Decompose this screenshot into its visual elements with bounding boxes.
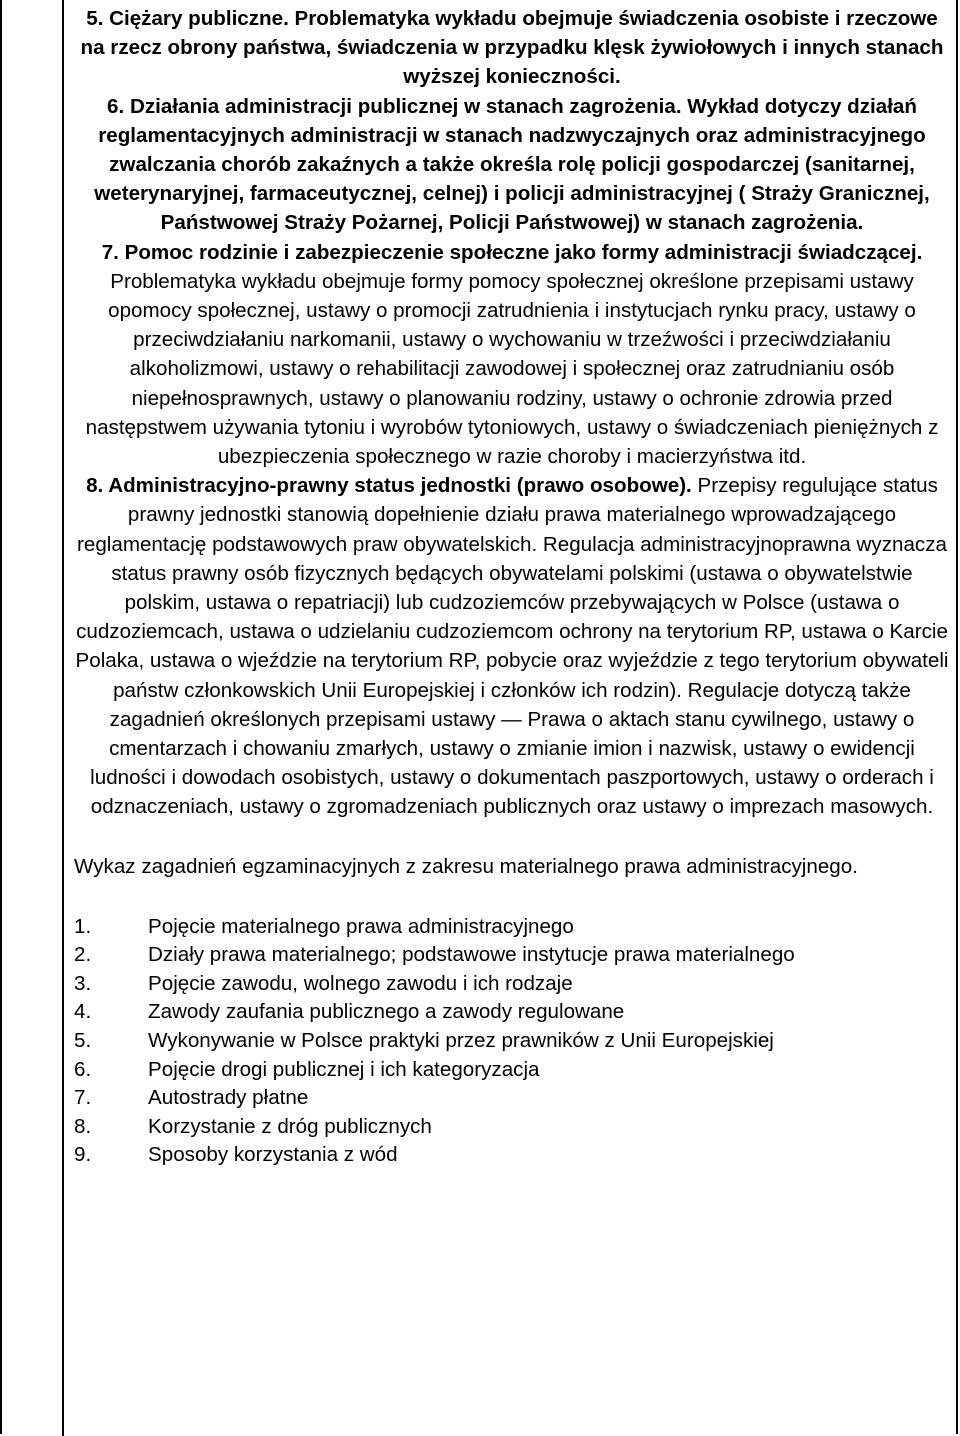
section-5: [74, 4, 950, 92]
section-6: [74, 92, 950, 238]
margin-column-divider: [62, 0, 64, 1436]
list-item-text: Wykonywanie w Polsce praktyki przez prawników z Unii Europejskiej: [148, 1029, 774, 1053]
section-7: [74, 238, 950, 472]
section-5-body: Problematyka wykładu obejmuje świadczenia osobiste i rzeczowe na rzecz obrony państwa, świadczenia w przypadku klęsk żywiołowych i innych stanach wyższej konieczności.: [80, 7, 944, 89]
list-item-number: 1.: [74, 914, 92, 938]
list-item: [74, 1113, 834, 1142]
list-item-number: 9.: [74, 1143, 92, 1167]
list-item-number: 8.: [74, 1114, 92, 1138]
list-item-text: Pojęcie zawodu, wolnego zawodu i ich rodzaje: [148, 971, 573, 995]
list-item-text: Autostrady płatne: [148, 1086, 309, 1110]
list-item-text: Sposoby korzystania z wód: [148, 1143, 398, 1167]
section-7-body: Problematyka wykładu obejmuje formy pomocy społecznej określone przepisami ustawy opomocy społecznej, ustawy o promocji zatrudnienia i instytucjach rynku pracy, ustawy o przeciwdziałaniu narkomanii, ustawy o wychowaniu w trzeźwości i przeciwdziałaniu alkoholizmowi, ustawy o rehabilitacji zawodowej i społecznej oraz zatrudnianiu osób niepełnosprawnych, ustawy o planowaniu rodziny, ustawy o ochronie zdrowia przed następstwem używania tytoniu i wyrobów tytoniowych, ustawy o świadczeniach pieniężnych z ubezpieczenia społecznego w razie choroby i macierzyństwa itd.: [85, 269, 939, 469]
exam-topics-title: Wykaz zagadnień egzaminacyjnych z zakresu materialnego prawa administracyjnego.: [74, 854, 858, 878]
list-item-text: Zawody zaufania publicznego a zawody regulowane: [148, 1000, 625, 1024]
list-item: [74, 970, 834, 999]
list-item: [74, 1141, 834, 1170]
list-item-text: Działy prawa materialnego; podstawowe instytucje prawa materialnego: [148, 943, 795, 967]
list-item: [74, 1027, 834, 1056]
list-item-number: 6.: [74, 1057, 92, 1081]
list-item-text: Korzystanie z dróg publicznych: [148, 1114, 432, 1138]
list-item-text: Pojęcie materialnego prawa administracyjnego: [148, 914, 574, 938]
section-5-heading: 5. Ciężary publiczne.: [86, 7, 289, 30]
list-item-number: 5.: [74, 1029, 92, 1053]
list-item: [74, 913, 834, 942]
section-8-body: Przepisy regulujące status prawny jednostki stanowią dopełnienie działu prawa materialnego wprowadzającego reglamentację podstawowych praw obywatelskich. Regulacja administracyjnoprawna wyznacza status prawny osób fizycznych będących obywatelami polskimi (ustawa o obywatelstwie polskim, ustawa o repatriacji) lub cudzoziemców przebywających w Polsce (ustawa o cudzoziemcach, ustawa o udzielaniu cudzoziemcom ochrony na terytorium RP, ustawa o Karcie Polaka, ustawa o wjeździe na terytorium RP, pobycie oraz wyjeździe z tego terytorium obywateli państw członkowskich Unii Europejskiej i członków ich rodzin). Regulacje dotyczą także zagadnień określonych przepisami ustawy — Prawa o aktach stanu cywilnego, ustawy o cmentarzach i chowaniu zmarłych, ustawy o zmianie imion i nazwisk, ustawy o ewidencji ludności i dowodach osobistych, ustawy o dokumentach paszportowych, ustawy o orderach i odznaczeniach, ustawy o zgromadzeniach publicznych oraz ustawy o imprezach masowych.: [75, 474, 949, 819]
list-item-text: Pojęcie drogi publicznej i ich kategoryzacja: [148, 1057, 540, 1081]
list-item: [74, 1084, 834, 1113]
list-item-number: 3.: [74, 971, 92, 995]
list-item-number: 2.: [74, 943, 92, 967]
document-content: [74, 4, 950, 1170]
list-item-number: 7.: [74, 1086, 92, 1110]
section-8: [74, 471, 950, 821]
list-item: [74, 998, 834, 1027]
section-7-heading: 7. Pomoc rodzinie i zabezpieczenie społeczne jako formy administracji świadczącej.: [101, 240, 923, 264]
section-6-body: Wykład dotyczy działań reglamentacyjnych administracji w stanach nadzwyczajnych oraz administracyjnego zwalczania chorób zakaźnych a także określa rolę policji gospodarczej (sanitarnej, weterynaryjnej, farmaceutycznej, celnej) i policji administracyjnej ( Straży Granicznej, Państwowej Straży Pożarnej, Policji Państwowej) w stanach zagrożenia.: [94, 94, 930, 235]
list-item: [74, 1056, 834, 1085]
section-6-heading: 6. Działania administracji publicznej w stanach zagrożenia.: [107, 94, 682, 118]
list-item: [74, 941, 834, 970]
section-8-heading: 8. Administracyjno-prawny status jednostki (prawo osobowe).: [86, 474, 692, 498]
list-item-number: 4.: [74, 1000, 92, 1024]
exam-topics-list: [74, 913, 834, 1170]
